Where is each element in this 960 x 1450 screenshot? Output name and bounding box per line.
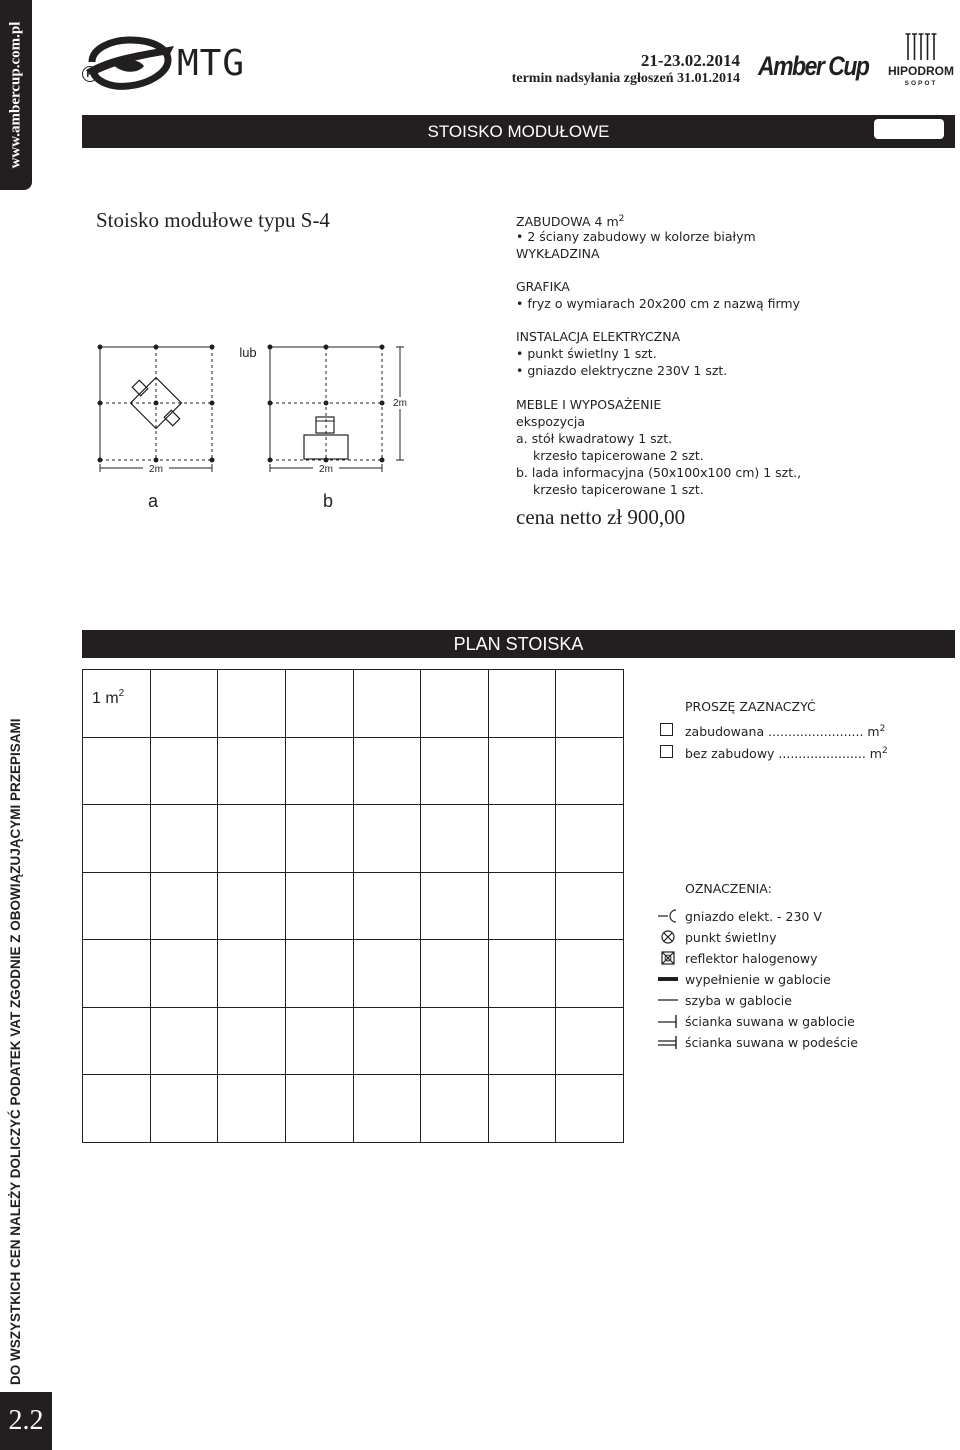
grid-cell[interactable] bbox=[83, 872, 151, 940]
dimension-label-b: 2m bbox=[319, 464, 333, 475]
spec-wykladzina: WYKŁADZINA bbox=[516, 246, 600, 261]
grid-cell[interactable] bbox=[150, 872, 218, 940]
grid-cell[interactable] bbox=[150, 670, 218, 738]
option-zabudowana-checkbox[interactable] bbox=[660, 723, 673, 736]
grid-cell[interactable] bbox=[556, 737, 624, 805]
legend-item-label: ścianka suwana w gablocie bbox=[685, 1014, 855, 1029]
grid-cell[interactable] bbox=[556, 1075, 624, 1143]
or-label: lub bbox=[239, 345, 257, 360]
grid-cell[interactable] bbox=[556, 670, 624, 738]
grid-cell[interactable] bbox=[150, 737, 218, 805]
spec-zabudowa-item: • 2 ściany zabudowy w kolorze białym bbox=[516, 229, 756, 244]
grid-cell[interactable] bbox=[421, 670, 489, 738]
grid-cell[interactable] bbox=[150, 805, 218, 873]
sliding-panel-display-icon bbox=[656, 1013, 680, 1029]
hipodrom-columns-icon bbox=[905, 32, 937, 62]
grid-cell[interactable] bbox=[488, 1075, 556, 1143]
plan-header-bar bbox=[82, 630, 955, 658]
grid-cell[interactable] bbox=[218, 805, 286, 873]
section-title: STOISKO MODUŁOWE bbox=[427, 122, 610, 141]
grid-cell[interactable] bbox=[83, 1075, 151, 1143]
grid-cell[interactable] bbox=[556, 805, 624, 873]
grid-cell[interactable] bbox=[150, 940, 218, 1008]
grid-cell[interactable] bbox=[150, 1007, 218, 1075]
grid-cell[interactable] bbox=[488, 872, 556, 940]
grid-row bbox=[83, 1075, 624, 1143]
grid-cell[interactable] bbox=[488, 805, 556, 873]
hipodrom-name: HIPODROM bbox=[888, 64, 954, 78]
legend-item-label: ścianka suwana w podeście bbox=[685, 1035, 858, 1050]
spec-item-b2: krzesło tapicerowane 1 szt. bbox=[533, 482, 704, 497]
legend-item-label: reflektor halogenowy bbox=[685, 951, 818, 966]
grid-cell[interactable] bbox=[421, 1007, 489, 1075]
grid-cell[interactable] bbox=[421, 737, 489, 805]
grid-cell[interactable] bbox=[421, 1075, 489, 1143]
spec-grafika-item: • fryz o wymiarach 20x200 cm z nazwą firmy bbox=[516, 296, 800, 311]
grid-cell[interactable] bbox=[83, 1007, 151, 1075]
sliding-panel-counter-icon bbox=[656, 1034, 680, 1050]
section-blank-box bbox=[874, 119, 944, 139]
grid-unit-label: 1 $m^2$ bbox=[92, 688, 125, 707]
dimension-label-side: 2m bbox=[393, 398, 407, 409]
section-header-bar bbox=[82, 115, 955, 148]
grid-cell[interactable] bbox=[218, 670, 286, 738]
grid-cell[interactable] bbox=[488, 737, 556, 805]
mark-label: PROSZĘ ZAZNACZYĆ bbox=[685, 699, 816, 714]
grid-cell[interactable] bbox=[218, 1075, 286, 1143]
spec-grafika: GRAFIKA bbox=[516, 279, 570, 294]
spec-item-b: b. lada informacyjna (50x100x100 cm) 1 szt., bbox=[516, 465, 802, 480]
grid-cell[interactable] bbox=[218, 1007, 286, 1075]
light-point-icon bbox=[656, 929, 680, 945]
spec-instalacja: INSTALACJA ELEKTRYCZNA bbox=[516, 329, 681, 344]
grid-cell[interactable] bbox=[285, 805, 353, 873]
grid-cell[interactable] bbox=[218, 737, 286, 805]
grid-cell[interactable] bbox=[83, 805, 151, 873]
spec-item-a2: krzesło tapicerowane 2 szt. bbox=[533, 448, 704, 463]
option-zabudowana-label: zabudowana ........................ $m^2$ bbox=[685, 724, 886, 739]
grid-cell[interactable] bbox=[488, 940, 556, 1008]
spec-instalacja-item2: • gniazdo elektryczne 230V 1 szt. bbox=[516, 363, 728, 378]
option-bez-zabudowy-label: bez zabudowy ...................... $m^2$ bbox=[685, 746, 888, 761]
grid-cell[interactable] bbox=[421, 805, 489, 873]
grid-cell[interactable] bbox=[556, 940, 624, 1008]
grid-cell[interactable] bbox=[556, 872, 624, 940]
grid-cell[interactable] bbox=[421, 940, 489, 1008]
vat-note: DO WSZYSTKICH CEN NALEŻY DOLICZYĆ PODATEK VAT ZGODNIE Z OBOWIĄZUJĄCYMI PRZEPISAMI bbox=[8, 718, 23, 1385]
grid-cell[interactable] bbox=[556, 1007, 624, 1075]
dimension-label-a: 2m bbox=[149, 464, 163, 475]
spec-meble: MEBLE I WYPOSAŻENIE bbox=[516, 397, 662, 412]
grid-cell[interactable] bbox=[285, 940, 353, 1008]
halogen-spotlight-icon bbox=[656, 950, 680, 966]
variant-label-b: b bbox=[322, 491, 334, 511]
grid-cell[interactable] bbox=[218, 872, 286, 940]
plan-title: PLAN STOISKA bbox=[453, 634, 584, 654]
amber-cup-logo: Amber Cup bbox=[758, 50, 869, 81]
grid-row bbox=[83, 737, 624, 805]
website-url: www.ambercup.com.pl bbox=[7, 21, 24, 169]
stand-layout-diagram bbox=[90, 335, 420, 525]
stand-title: Stoisko modułowe typu S-4 bbox=[96, 208, 330, 232]
legend-item-label: punkt świetlny bbox=[685, 930, 777, 945]
grid-row bbox=[83, 872, 624, 940]
grid-cell[interactable] bbox=[218, 940, 286, 1008]
grid-row bbox=[83, 670, 624, 738]
legend-item-label: gniazdo elekt. - 230 V bbox=[685, 909, 822, 924]
mtg-logo-text: MTG bbox=[177, 43, 246, 84]
grid-cell[interactable] bbox=[353, 940, 421, 1008]
website-tab bbox=[0, 0, 32, 190]
socket-icon bbox=[656, 908, 680, 924]
grid-cell[interactable] bbox=[83, 940, 151, 1008]
grid-cell[interactable] bbox=[150, 1075, 218, 1143]
mtg-logo-icon bbox=[82, 36, 177, 92]
grid-cell[interactable] bbox=[285, 737, 353, 805]
grid-cell[interactable] bbox=[285, 872, 353, 940]
grid-cell[interactable] bbox=[353, 872, 421, 940]
spec-ekspozycja: ekspozycja bbox=[516, 414, 585, 429]
grid-cell[interactable] bbox=[353, 670, 421, 738]
option-bez-zabudowy-checkbox[interactable] bbox=[660, 745, 673, 758]
grid-cell[interactable] bbox=[83, 737, 151, 805]
grid-cell[interactable] bbox=[488, 670, 556, 738]
spec-zabudowa: ZABUDOWA 4 $m^2$ bbox=[516, 214, 625, 229]
spec-item-a: a. stół kwadratowy 1 szt. bbox=[516, 431, 673, 446]
grid-cell[interactable] bbox=[353, 1075, 421, 1143]
grid-cell[interactable] bbox=[285, 1075, 353, 1143]
stand-price: cena netto zł 900,00 bbox=[516, 505, 686, 529]
event-dates: 21-23.02.2014 bbox=[640, 51, 740, 70]
grid-cell[interactable] bbox=[353, 1007, 421, 1075]
grid-row bbox=[83, 1007, 624, 1075]
submission-deadline: termin nadsyłania zgłoszeń 31.01.2014 bbox=[511, 71, 740, 86]
legend-item-label: wypełnienie w gablocie bbox=[685, 972, 831, 987]
page-number: 2.2 bbox=[0, 1392, 52, 1450]
grid-cell[interactable] bbox=[488, 1007, 556, 1075]
display-fill-icon bbox=[656, 971, 680, 987]
grid-cell[interactable] bbox=[285, 670, 353, 738]
legend-item-label: szyba w gablocie bbox=[685, 993, 792, 1008]
variant-label-a: a bbox=[147, 491, 159, 511]
grid-cell[interactable] bbox=[285, 1007, 353, 1075]
grid-cell[interactable] bbox=[421, 872, 489, 940]
grid-row bbox=[83, 805, 624, 873]
registered-mark: R bbox=[82, 66, 98, 82]
display-glass-icon bbox=[656, 992, 680, 1008]
legend-title: OZNACZENIA: bbox=[685, 881, 772, 896]
plan-grid[interactable] bbox=[82, 669, 624, 1143]
spec-instalacja-item1: • punkt świetlny 1 szt. bbox=[516, 346, 657, 361]
grid-cell[interactable] bbox=[353, 737, 421, 805]
grid-cell[interactable] bbox=[353, 805, 421, 873]
grid-row bbox=[83, 940, 624, 1008]
hipodrom-subtitle: SOPOT bbox=[904, 80, 938, 87]
